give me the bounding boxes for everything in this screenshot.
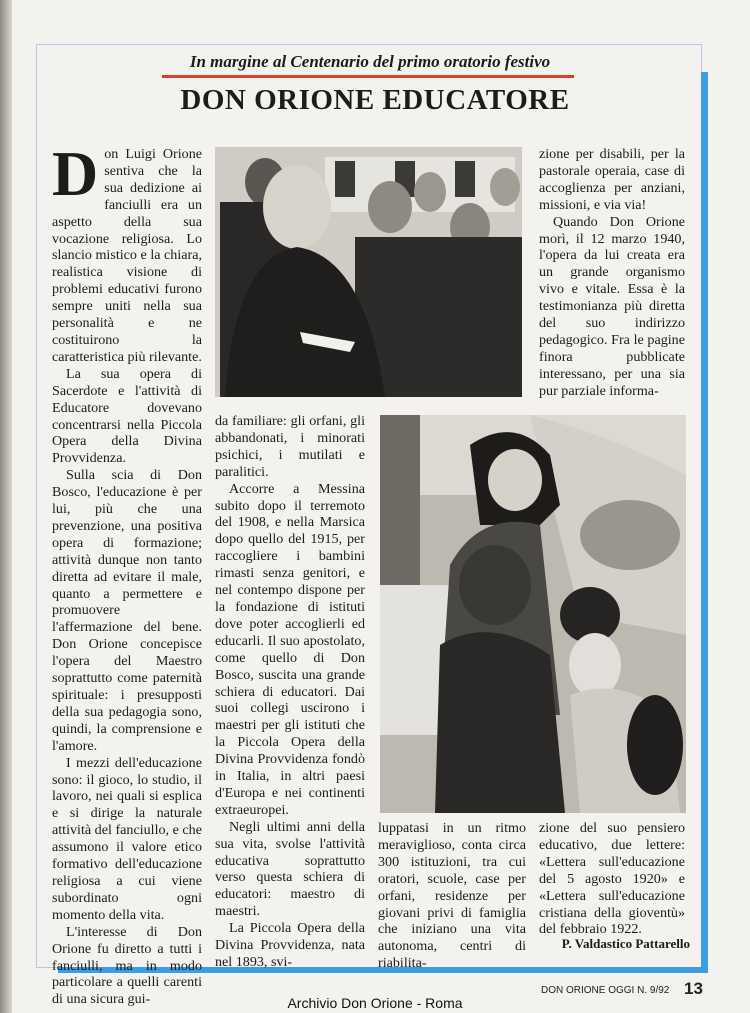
- blue-side-bar: [701, 72, 708, 968]
- magazine-issue: DON ORIONE OGGI N. 9/92: [541, 985, 670, 996]
- column-2: [215, 413, 365, 971]
- paragraph: Negli ultimi anni della sua vita, svolse l'attività educativa soprattutto verso questa schiera di educatori: maestro di maestri.: [215, 818, 365, 920]
- photo-don-orione-with-seminarians: [215, 147, 522, 397]
- paragraph: L'interesse di Don Orione fu diretto a tutti i fanciulli, ma in modo particolare a quelli carenti di una sicura gui-: [52, 923, 202, 1008]
- paragraph-text: on Luigi Orione sentiva che la sua dedizione ai fanciulli era un aspetto della sua vocazione religiosa. Lo slancio mistico e la chiara, realistica visione di problemi educativi furono sempre uniti nella sua personalità e ne costituirono la caratteristica più rilevante.: [52, 146, 202, 365]
- page-spine-shadow: [0, 0, 12, 1013]
- archive-credit: Archivio Don Orione - Roma: [287, 995, 463, 1011]
- column-4-top: [539, 146, 685, 400]
- kicker-rule: [162, 75, 574, 78]
- paragraph: Accorre a Messina subito dopo il terremoto del 1908, e nella Marsica dopo quello del 1915, per raccogliere i bambini rimasti senza genitori, e nel contempo dispone per la fondazione di istituti dove poter accoglierli ed educarli. Il suo apostolato, come quello di Don Bosco, suscita una grande schiera di educatori. Dai suoi collegi uscirono i maestri per gli istituti che la Piccola Opera della Divina Provvidenza fondò in Italia, in altri paesi d'Europa e nei continenti extraeuropei.: [215, 480, 365, 818]
- paragraph: luppatasi in un ritmo meraviglioso, conta circa 300 istituzioni, tra cui oratori, scuole, case per orfani, residenze per giovani privi di famiglia che iniziano una vita autonoma, centri di riabilita-: [378, 820, 526, 972]
- paragraph: Sulla scia di Don Bosco, l'educazione è per lui, più che una prevenzione, una positiva opera di formazione; attività dunque non tanto diretta ad evitare il male, quanto a permettere e promuovere l'affermazione del bene. Don Orione concepisce l'opera del Maestro soprattutto come paternità spirituale: i presupposti della sua pedagogia sono, quindi, la comprensione e l'amore.: [52, 467, 202, 754]
- column-4-bottom: [539, 820, 685, 938]
- page-number: 13: [684, 979, 703, 998]
- paragraph: zione per disabili, per la pastorale operaia, case di accoglienza per anziani, missioni, e via via!: [539, 146, 685, 213]
- article-title: DON ORIONE EDUCATORE: [180, 84, 570, 116]
- column-1: [52, 138, 202, 1008]
- photo-nun-with-children: [380, 415, 686, 813]
- paragraph: da familiare: gli orfani, gli abbandonati, i minorati psichici, i mutilati e paralitici.: [215, 413, 365, 480]
- paragraph-text: D: [52, 138, 99, 209]
- paragraph: Quando Don Orione morì, il 12 marzo 1940, l'opera da lui creata era un grande organismo vivo e vitale. Essa è la testimonianza più diretta del suo indirizzo pedagogico. Fra le pagine finora pubblicate interessano, per una sia pur parziale informa-: [539, 213, 685, 399]
- paragraph: [52, 138, 202, 366]
- paragraph: zione del suo pensiero educativo, due lettere: «Lettera sull'educazione del 5 agosto 1920» e «Lettera sull'educazione cristiana della gioventù» del febbraio 1922.: [539, 820, 685, 938]
- kicker-heading: In margine al Centenario del primo oratorio festivo: [189, 52, 551, 71]
- author-signature: P. Valdastico Pattarello: [561, 936, 690, 951]
- paragraph: La Piccola Opera della Divina Provvidenza, nata nel 1893, svi-: [215, 920, 365, 970]
- column-3-bottom: [378, 820, 526, 972]
- paragraph: I mezzi dell'educazione sono: il gioco, lo studio, il lavoro, nei quali si esplica e si dirige la naturale attività del fanciullo, e che assumono il valore etico formativo dell'educazione religiosa a cui viene subordinato ogni momento della vita.: [52, 754, 202, 923]
- paragraph: La sua opera di Sacerdote e l'attività di Educatore dovevano concentrarsi nella Piccola Opera della Divina Provvidenza.: [52, 365, 202, 467]
